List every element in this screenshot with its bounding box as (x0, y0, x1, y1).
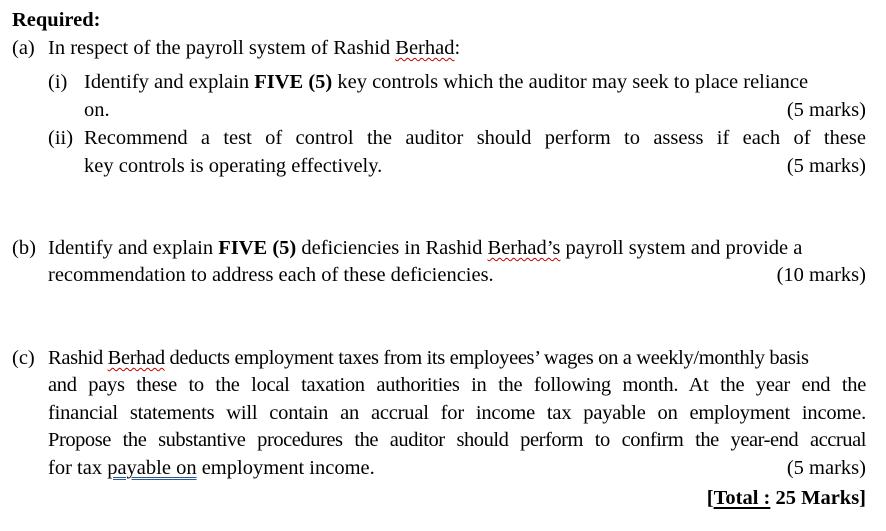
part-a-ii-line1: Recommend a test of control the auditor should perform to assess if each of these (84, 127, 866, 149)
part-b-line1: Identify and explain FIVE (5) deficiencies in Rashid Berhad’s payroll system and provide a (48, 237, 803, 259)
required-heading: Required: (12, 9, 101, 31)
part-c-line5: for tax payable on employment income. (48, 457, 375, 479)
part-a-label: (a) (12, 37, 35, 59)
part-a-intro: In respect of the payroll system of Rashid Berhad: (48, 37, 461, 59)
part-c-label: (c) (12, 347, 35, 369)
part-c-line2: and pays these to the local taxation authorities in the following month. At the year end the (48, 374, 866, 396)
grammar-check-phrase: payable on (107, 457, 197, 479)
part-a-i-line2: on. (84, 99, 110, 121)
part-b-marks: (10 marks) (776, 264, 866, 286)
part-a-i-label: (i) (48, 71, 68, 93)
part-c-line4: Propose the substantive procedures the auditor should perform to confirm the year-end accrual (48, 429, 866, 451)
part-a-ii-marks: (5 marks) (786, 155, 866, 177)
spellcheck-name: Berhad’s (487, 237, 561, 259)
part-b-label: (b) (12, 237, 36, 259)
part-c-line1: Rashid Berhad deducts employment taxes from its employees’ wages on a weekly/monthly basis (48, 347, 809, 369)
part-a-ii-label: (ii) (48, 127, 74, 149)
spellcheck-name: Berhad (107, 347, 165, 369)
part-c-marks: (5 marks) (786, 457, 866, 479)
part-a-ii-line2: key controls is operating effectively. (84, 155, 383, 177)
part-c-line3: financial statements will contain an accrual for income tax payable on employment income. (48, 402, 866, 424)
total-marks: [Total : 25 Marks] (706, 487, 866, 509)
part-b-line2: recommendation to address each of these deficiencies. (48, 264, 494, 286)
part-a-i-marks: (5 marks) (786, 99, 866, 121)
part-a-i-line1: Identify and explain FIVE (5) key controls which the auditor may seek to place reliance (84, 71, 809, 93)
spellcheck-name: Berhad (395, 37, 455, 59)
